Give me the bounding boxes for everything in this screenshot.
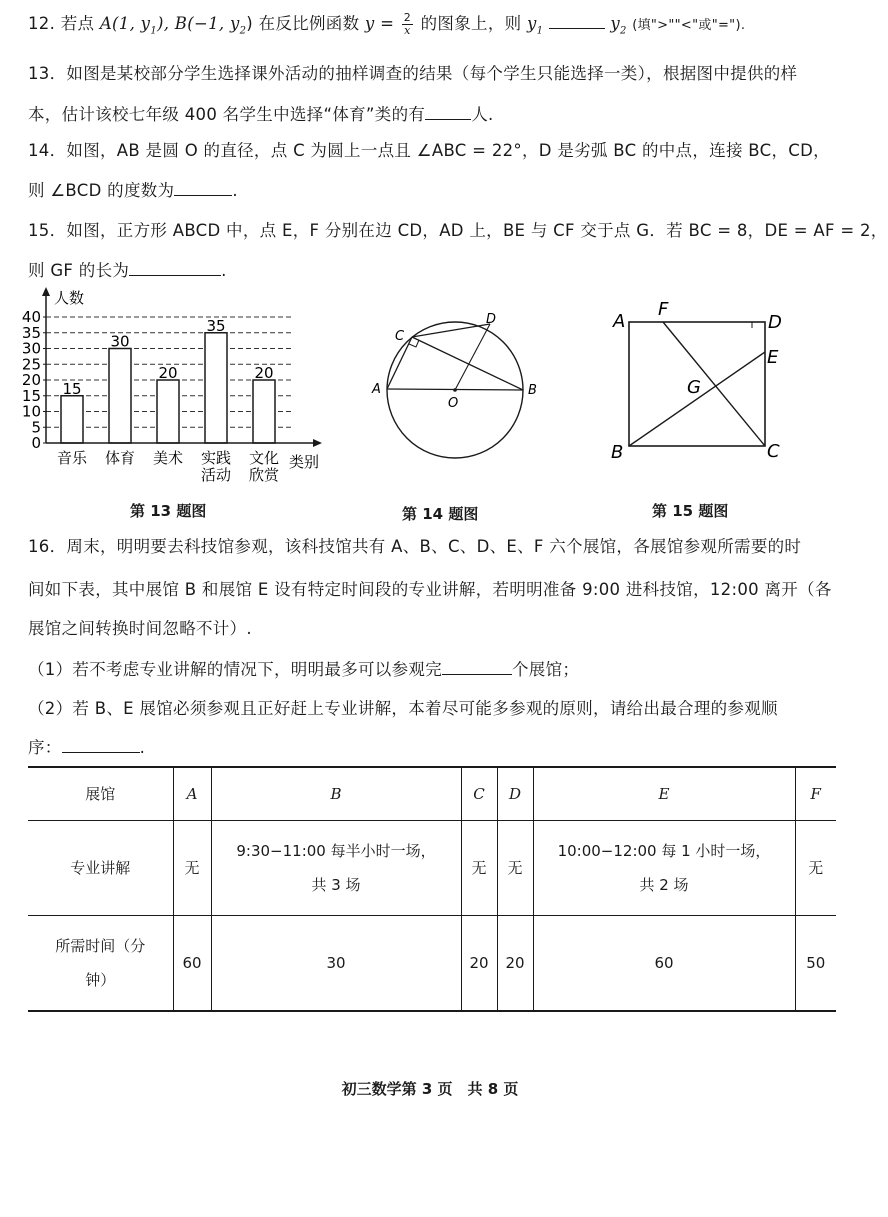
question-12 xyxy=(28,10,745,37)
answer-blank[interactable] xyxy=(174,181,232,196)
bar-value-label: 20 xyxy=(158,364,178,382)
category-label: 实践 xyxy=(200,449,232,467)
label-o: O xyxy=(448,396,459,411)
label-b: B xyxy=(528,383,537,398)
category-label: 欣赏 xyxy=(248,466,280,484)
exhibition-table xyxy=(28,766,836,1012)
bar-value-label: 15 xyxy=(62,379,82,398)
y-tick-label: 5 xyxy=(31,418,41,437)
fraction: $\frac{2}{x}$ xyxy=(403,11,412,37)
point-a: A(1, $y_1$), B(−1, $y_2$) 在反比例函数 xyxy=(99,14,360,37)
answer-blank[interactable] xyxy=(62,738,140,753)
table-row-time xyxy=(28,916,836,1012)
function-expr: y = xyxy=(364,14,395,33)
answer-blank[interactable] xyxy=(549,14,605,29)
x-axis-arrow xyxy=(313,439,322,447)
y-axis-label: 人数 xyxy=(54,289,85,307)
category-label: 文化 xyxy=(248,449,280,467)
q12-text-2: 的图象上，则 xyxy=(420,14,522,33)
category-label: 音乐 xyxy=(56,449,88,467)
segment-ac xyxy=(387,337,412,389)
label-e: E xyxy=(767,347,779,368)
bar xyxy=(109,349,131,444)
table-cell: 50 xyxy=(795,916,836,1012)
q16-part2-label: 序： xyxy=(28,738,62,757)
table-cell: 无 xyxy=(497,821,533,916)
question-13-line2 xyxy=(28,101,494,125)
header-cell: A xyxy=(173,767,211,821)
q14-text-end: . xyxy=(232,181,238,200)
label-d: D xyxy=(768,312,782,333)
segment-cd xyxy=(412,324,490,337)
y-axis-arrow xyxy=(42,287,50,296)
question-16-part1 xyxy=(28,656,579,680)
row-label: 专业讲解 xyxy=(28,821,173,916)
label-d: D xyxy=(486,312,497,327)
q13-text-end: 人. xyxy=(471,105,494,124)
question-16-line1: 16．周末，明明要去科技馆参观，该科技馆共有 A、B、C、D、E、F 六个展馆，各展馆参观所需要的时 xyxy=(28,537,802,556)
q12-hint: (填">""<"或"="). xyxy=(632,18,746,33)
question-15-line2 xyxy=(28,257,227,281)
label-c: C xyxy=(395,329,405,344)
q16-part1-text: （1）若不考虑专业讲解的情况下，明明最多可以参观完 xyxy=(28,660,442,679)
table-cell: 无 xyxy=(173,821,211,916)
question-14-line1: 14．如图，AB 是圆 O 的直径，点 C 为圆上一点且 ∠ABC = 22°，D 是劣弧 BC 的中点，连接 BC，CD， xyxy=(28,141,830,160)
answer-blank[interactable] xyxy=(129,261,221,276)
answer-blank[interactable] xyxy=(442,660,512,675)
bar xyxy=(157,380,179,443)
segment-do xyxy=(455,324,490,390)
y-tick-label: 40 xyxy=(21,308,41,326)
table-cell: 60 xyxy=(173,916,211,1012)
question-15-line1: 15．如图，正方形 ABCD 中，点 E，F 分别在边 CD，AD 上，BE 与 CF 交于点 G．若 BC = 8，DE = AF = 2， xyxy=(28,221,888,240)
y-tick-label: 35 xyxy=(21,323,41,342)
question-number: 12. xyxy=(28,14,56,33)
label-a: A xyxy=(613,311,626,332)
header-cell: F xyxy=(795,767,836,821)
table-row-lecture xyxy=(28,821,836,916)
caption-fig13: 第 13 题图 xyxy=(130,502,207,520)
label-f: F xyxy=(658,299,669,320)
q13-text: 本，估计该校七年级 400 名学生中选择“体育”类的有 xyxy=(28,105,426,124)
x-axis-label: 类别 xyxy=(289,453,320,471)
y-tick-label: 20 xyxy=(21,371,41,389)
bar xyxy=(61,396,83,443)
q15-text: 则 GF 的长为 xyxy=(28,261,130,280)
table-cell: 20 xyxy=(461,916,497,1012)
square-figure xyxy=(605,295,805,470)
q15-text-end: . xyxy=(221,261,227,280)
table-cell: 无 xyxy=(461,821,497,916)
bar-value-label: 35 xyxy=(206,316,226,335)
q14-text: 则 ∠BCD 的度数为 xyxy=(28,181,175,200)
table-cell: 9:30−11:00 每半小时一场， 共 3 场 xyxy=(211,821,461,916)
row-label: 所需时间（分 钟） xyxy=(28,916,173,1012)
question-16-line3: 展馆之间转换时间忽略不计）. xyxy=(28,619,252,638)
bar-value-label: 30 xyxy=(110,332,130,351)
segment-cf xyxy=(663,322,765,446)
y-tick-label: 15 xyxy=(21,386,41,405)
header-cell: C xyxy=(461,767,497,821)
bar xyxy=(253,380,275,443)
table-header-row xyxy=(28,767,836,821)
table-cell: 60 xyxy=(533,916,795,1012)
header-cell: B xyxy=(211,767,461,821)
y1: $y_1$ xyxy=(526,14,544,37)
table-cell: 无 xyxy=(795,821,836,916)
segment-be xyxy=(629,352,765,446)
label-g: G xyxy=(687,377,701,398)
y2: $y_2$ xyxy=(610,14,627,37)
bar-value-label: 20 xyxy=(254,364,274,382)
question-14-line2 xyxy=(28,177,238,201)
center-point xyxy=(453,388,457,392)
bar xyxy=(205,333,227,443)
table-cell: 20 xyxy=(497,916,533,1012)
table-cell: 10:00−12:00 每 1 小时一场， 共 2 场 xyxy=(533,821,795,916)
question-16-part2: （2）若 B、E 展馆必须参观且正好赶上专业讲解，本着尽可能多参观的原则，请给出最合理的参观顺 xyxy=(28,699,778,718)
table-cell: 30 xyxy=(211,916,461,1012)
category-label: 体育 xyxy=(104,449,136,467)
label-a: A xyxy=(372,382,381,397)
y-tick-label: 0 xyxy=(31,434,41,452)
label-b: B xyxy=(611,442,624,463)
q16-part1-end: 个展馆； xyxy=(512,660,580,679)
caption-fig14: 第 14 题图 xyxy=(402,505,479,523)
caption-fig15: 第 15 题图 xyxy=(652,502,729,520)
bar-chart xyxy=(21,285,344,490)
q16-part2-end: . xyxy=(139,738,146,757)
y-tick-label: 30 xyxy=(21,339,41,358)
circle-figure xyxy=(368,310,548,485)
question-16-line2: 间如下表，其中展馆 B 和展馆 E 设有特定时间段的专业讲解，若明明准备 9:00 进科技馆，12:00 离开（各 xyxy=(28,580,832,599)
header-cell: E xyxy=(533,767,795,821)
question-16-part2-answer xyxy=(28,734,145,758)
label-c: C xyxy=(767,441,780,462)
question-13-line1: 13．如图是某校部分学生选择课外活动的抽样调查的结果（每个学生只能选择一类），根据图中提供的样 xyxy=(28,64,798,83)
category-label: 美术 xyxy=(152,449,184,467)
y-tick-label: 10 xyxy=(21,402,41,421)
y-tick-label: 25 xyxy=(21,355,41,374)
header-cell: 展馆 xyxy=(28,767,173,821)
page-footer: 初三数学第 3 页 共 8 页 xyxy=(341,1080,519,1098)
q12-text: 若点 xyxy=(60,14,95,33)
category-label: 活动 xyxy=(200,466,232,484)
answer-blank[interactable] xyxy=(425,105,471,120)
header-cell: D xyxy=(497,767,533,821)
